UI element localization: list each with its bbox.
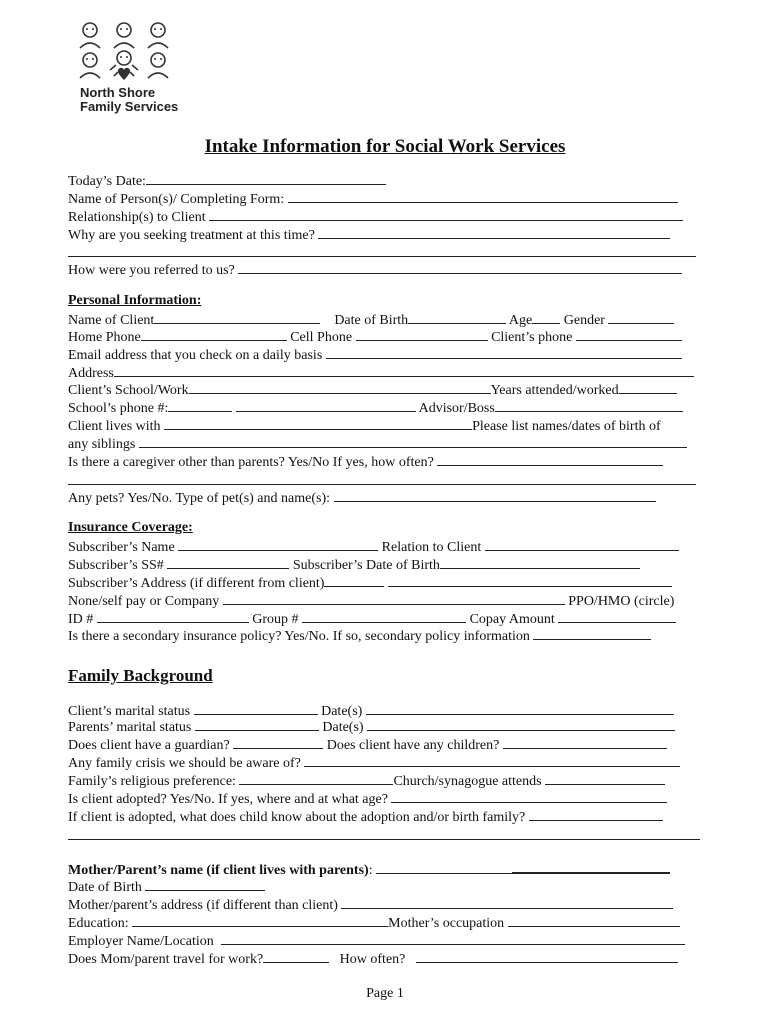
occupation-label: Mother’s occupation [388,916,505,931]
adoption-know-label: If client is adopted, what does child know about the adoption and/or birth family? [68,810,526,825]
persons-completing-label: Name of Person(s)/ Completing Form: [68,192,285,207]
dob-blank[interactable] [408,311,506,324]
cell-phone-label: Cell Phone [290,330,353,345]
school-phone-label: School’s phone #: [68,401,169,416]
siblings-label: any siblings [68,437,136,452]
mother-name-blank-3[interactable] [512,860,670,874]
occupation-blank[interactable] [508,914,680,927]
home-phone-blank[interactable] [141,328,287,341]
company-blank[interactable] [223,592,565,605]
subscriber-name-label: Subscriber’s Name [68,540,175,555]
religious-label: Family’s religious preference: [68,774,236,789]
group-blank[interactable] [302,610,466,623]
why-seeking-blank[interactable] [318,226,670,239]
home-phone-label: Home Phone [68,330,141,345]
guardian-row [68,736,667,754]
mother-name-blank[interactable] [376,861,436,874]
client-name-label: Name of Client [68,313,155,328]
dates-2-label: Date(s) [322,720,364,735]
dates-1-blank[interactable] [366,702,674,715]
ss-blank[interactable] [167,556,289,569]
logo-line-2: Family Services [80,99,179,114]
adopted-blank[interactable] [391,790,667,803]
sub-dob-blank-2[interactable] [530,556,640,569]
id-row [68,610,676,628]
persons-completing-blank[interactable] [288,190,678,203]
mother-address-blank[interactable] [341,896,673,909]
clients-phone-blank[interactable] [576,328,682,341]
relationship-row [68,208,683,226]
school-work-row [68,381,677,399]
none-self-label: None/self pay or Company [68,594,220,609]
mother-name-label: Mother/Parent’s name (if client lives with parents) [68,863,369,878]
guardian-blank[interactable] [233,736,323,749]
referred-blank[interactable] [238,261,682,274]
mother-dob-row [68,878,265,896]
siblings-blank[interactable] [139,435,687,448]
employer-label: Employer Name/Location [68,934,214,949]
parents-marital-label: Parents’ marital status [68,720,192,735]
adoption-know-blank-line[interactable] [68,839,700,840]
relation-blank[interactable] [485,538,679,551]
client-marital-blank[interactable] [194,702,318,715]
advisor-blank[interactable] [495,399,683,412]
email-row [68,346,682,364]
relation-label: Relation to Client [381,540,482,555]
relationship-label: Relationship(s) to Client [68,210,206,225]
mother-name-row [68,860,670,879]
dates-1-label: Date(s) [321,704,363,719]
secondary-row [68,627,651,645]
church-blank[interactable] [545,772,665,785]
education-row [68,914,680,932]
school-phone-blank-2[interactable] [236,399,416,412]
ppo-label: PPO/HMO (circle) [568,594,675,609]
years-attended-blank[interactable] [619,381,677,394]
referred-label: How were you referred to us? [68,263,235,278]
secondary-blank[interactable] [533,627,651,640]
education-label: Education: [68,916,129,931]
sub-address-row [68,574,672,592]
age-blank[interactable] [532,311,560,324]
school-work-blank[interactable] [189,381,491,394]
mother-name-colon: : [368,863,373,878]
gender-blank[interactable] [608,311,674,324]
id-label: ID # [68,612,94,627]
subscriber-name-blank[interactable] [178,538,378,551]
address-blank[interactable] [114,364,694,377]
education-blank[interactable] [132,914,388,927]
clients-phone-label: Client’s phone [491,330,573,345]
client-name-blank[interactable] [154,311,320,324]
years-attended-label: Years attended/worked [490,383,619,398]
mother-address-label: Mother/parent’s address (if different than client) [68,898,338,913]
todays-date-blank-2[interactable] [190,172,386,185]
client-name-row [68,311,674,329]
sub-dob-blank[interactable] [440,556,530,569]
client-marital-label: Client’s marital status [68,704,191,719]
dob-label: Date of Birth [334,313,409,328]
age-label: Age [508,313,533,328]
email-label: Email address that you check on a daily basis [68,348,323,363]
why-seeking-row [68,226,670,244]
church-label: Church/synagogue attends [393,774,542,789]
relationship-blank[interactable] [209,208,683,221]
employer-row [68,932,685,950]
advisor-label: Advisor/Boss [418,401,495,416]
family-background-heading: Family Background [68,666,213,685]
travel-row [68,950,678,968]
lives-with-label: Client lives with [68,419,161,434]
email-blank[interactable] [326,346,682,359]
sub-address-label: Subscriber’s Address (if different from client) [68,576,325,591]
school-phone-blank[interactable] [168,399,232,412]
caregiver-row [68,453,663,471]
secondary-label: Is there a secondary insurance policy? Yes/No. If so, secondary policy information [68,629,530,644]
parents-marital-blank[interactable] [195,718,319,731]
religious-blank[interactable] [239,772,393,785]
caregiver-label: Is there a caregiver other than parents? Yes/No If yes, how often? [68,455,434,470]
crisis-blank[interactable] [304,754,680,767]
ss-label: Subscriber’s SS# [68,558,164,573]
page-title: Intake Information for Social Work Services [204,136,566,157]
adopted-row [68,790,667,808]
adopted-label: Is client adopted? Yes/No. If yes, where and at what age? [68,792,388,807]
id-blank[interactable] [97,610,249,623]
subscriber-name-row [68,538,679,556]
pets-blank[interactable] [334,489,656,502]
copay-blank[interactable] [558,610,676,623]
children-blank[interactable] [503,736,667,749]
adoption-know-row [68,808,663,826]
lives-with-row [68,417,661,435]
dates-2-blank[interactable] [367,718,675,731]
insurance-heading: Insurance Coverage: [68,520,193,535]
personal-info-heading: Personal Information: [68,293,202,308]
pets-row [68,489,656,507]
caregiver-blank[interactable] [437,453,663,466]
travel-label: Does Mom/parent travel for work? [68,952,264,967]
persons-completing-row [68,190,678,208]
todays-date-blank[interactable] [146,172,190,185]
how-often-label: How often? [339,952,406,967]
adoption-know-blank[interactable] [529,808,663,821]
ss-row [68,556,640,574]
logo-text [80,86,178,114]
mother-address-row [68,896,673,914]
lives-with-blank[interactable] [164,417,472,430]
school-work-label: Client’s School/Work [68,383,189,398]
address-row [68,364,694,382]
crisis-label: Any family crisis we should be aware of? [68,756,301,771]
todays-date-row [68,172,386,190]
why-seeking-blank-line[interactable] [68,256,696,257]
siblings-row [68,435,687,453]
sub-address-blank[interactable] [324,574,384,587]
parents-marital-row [68,718,675,736]
referred-row [68,261,682,279]
crisis-row [68,754,680,772]
gender-label: Gender [563,313,605,328]
list-names-label: Please list names/dates of birth of [472,419,661,434]
why-seeking-label: Why are you seeking treatment at this time? [68,228,315,243]
sub-address-blank-2[interactable] [388,574,672,587]
religious-row [68,772,665,790]
phone-row [68,328,682,346]
children-label: Does client have any children? [326,738,500,753]
company-row [68,592,674,610]
guardian-label: Does client have a guardian? [68,738,230,753]
sub-dob-label: Subscriber’s Date of Birth [292,558,440,573]
caregiver-blank-line[interactable] [68,484,696,485]
school-phone-row [68,399,683,417]
mother-name-blank-2[interactable] [436,861,512,874]
page-number: Page 1 [366,986,404,1001]
logo-line-1: North Shore [80,85,156,100]
travel-blank[interactable] [263,950,329,963]
employer-blank[interactable] [221,932,685,945]
address-label: Address [68,366,114,381]
cell-phone-blank[interactable] [356,328,488,341]
todays-date-label: Today’s Date: [68,174,146,189]
group-label: Group # [252,612,299,627]
how-often-blank[interactable] [416,950,678,963]
mother-dob-label: Date of Birth [68,880,142,895]
mother-dob-blank[interactable] [145,878,265,891]
pets-label: Any pets? Yes/No. Type of pet(s) and name(s): [68,491,330,506]
copay-label: Copay Amount [469,612,555,627]
